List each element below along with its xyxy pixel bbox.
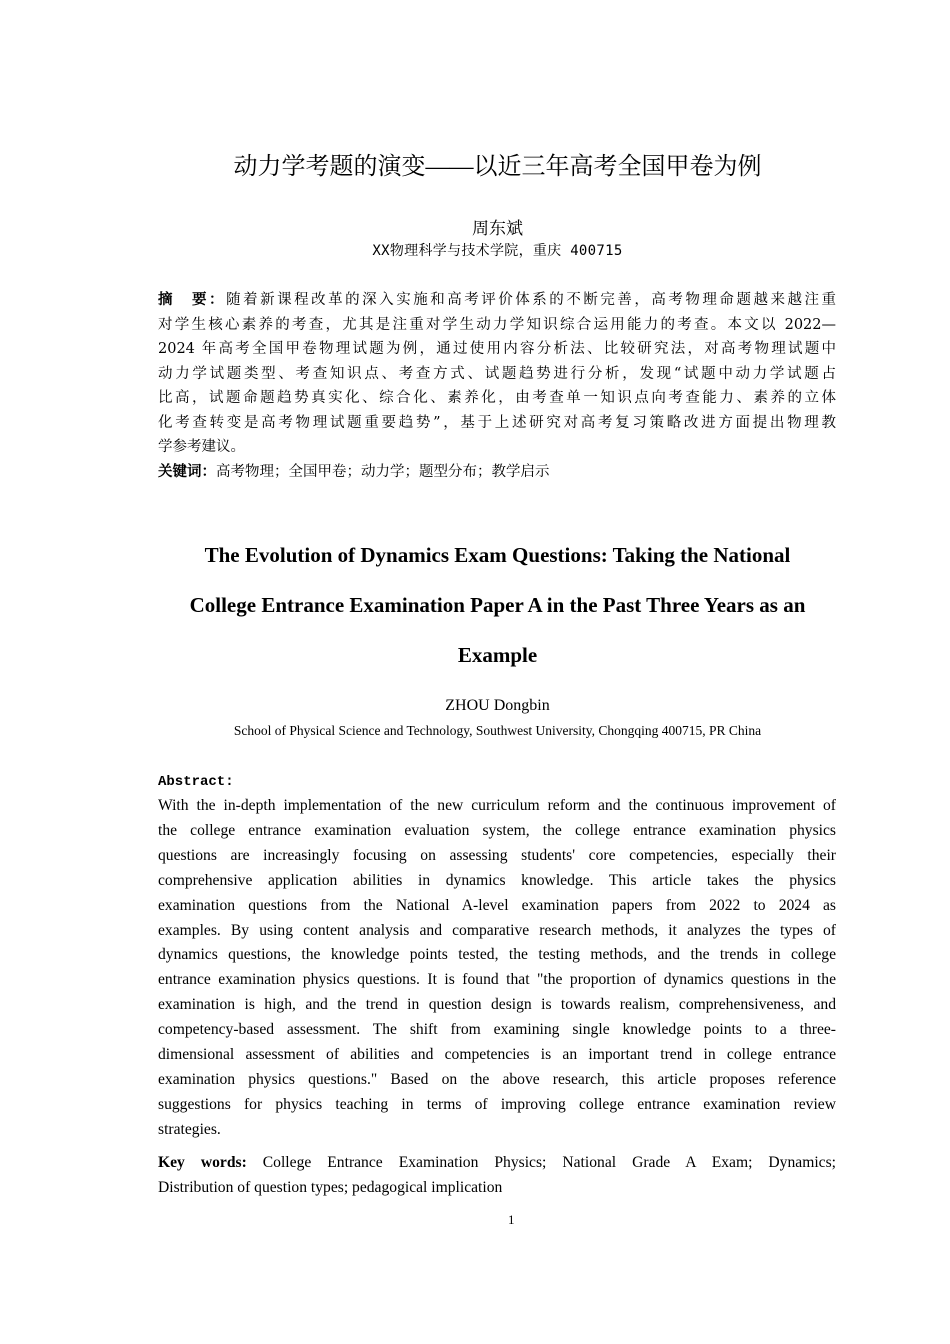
abstract-label: 摘 要： [158,291,227,308]
abstract-line: 2024 年高考全国甲卷物理试题为例，通过使用内容分析法、比较研究法，对高考物理试题中 [158,341,836,357]
chinese-keywords: 关键词：高考物理；全国甲卷；动力学；题型分布；教学启示 [158,462,550,480]
keywords-label: 关键词： [158,462,216,480]
abstract-line: 摘 要：随着新课程改革的深入实施和高考评价体系的不断完善，高考物理命题越来越注重 [158,291,836,308]
page-number: 1 [508,1212,515,1227]
english-abstract-label: Abstract: [158,774,234,790]
english-abstract: With the in-depth implementation of the new curriculum reform and the continuous improvement of the college entrance examination evaluation system, the college entrance examination physics questions are increasingly focusing on assessing students' core competencies, especially their comprehensive application abilities in dynamics knowledge. This article takes the physics examination questions from the National A-level examination papers from 2022 to 2024 as examples. By using content analysis and comparative research methods, it analyzes the types of dynamics questions, the knowledge points tested, the testing methods, and the trends in college entrance examination physics questions. It is found that "the proportion of dynamics questions in the examination is high, and the trend in question design is towards realism, comprehensiveness, and competency-based assessment. The shift from examining single knowledge points to a three- dimensional assessment of abilities and competencies is an important trend in college entrance examination physics questions." Based on the above research, this article proposes reference suggestions for physics teaching in terms of improving college entrance examination review strategies. Key words: College Entrance Examination Physics; National Grade A Exam; Dynamics; Distribution of question types; pedagogical implication [158,797,836,1196]
abstract-line: 动力学试题类型、考查知识点、考查方式、试题趋势进行分析，发现“试题中动力学试题占 [158,365,836,382]
abstract-line: 化考查转变是高考物理试题重要趋势”，基于上述研究对高考复习策略改进方面提出物理教 [158,414,836,431]
english-title: The Evolution of Dynamics Exam Questions: Taking the National College Entrance Examination Paper A in the Past Three Years as an Example [189,543,806,667]
chinese-author: 周东斌 [472,219,523,238]
english-keywords: Key words: College Entrance Examination Physics; National Grade A Exam; Dynamics; [158,1153,836,1171]
abstract-line: 比高，试题命题趋势真实化、综合化、素养化，由考查单一知识点向考查能力、素养的立体 [158,390,836,406]
abstract-line: 学参考建议。 [158,439,245,455]
keywords-label: Key words: [158,1153,247,1171]
english-author: ZHOU Dongbin [445,697,550,714]
abstract-line: 对学生核心素养的考查，尤其是注重对学生动力学知识综合运用能力的考查。本文以 2022— [158,316,836,333]
chinese-affiliation: XX物理科学与技术学院，重庆 400715 [372,243,623,259]
english-affiliation: School of Physical Science and Technology, Southwest University, Chongqing 400715, PR China [233,723,762,738]
chinese-title: 动力学考题的演变——以近三年高考全国甲卷为例 [233,154,762,180]
chinese-abstract [158,288,836,484]
